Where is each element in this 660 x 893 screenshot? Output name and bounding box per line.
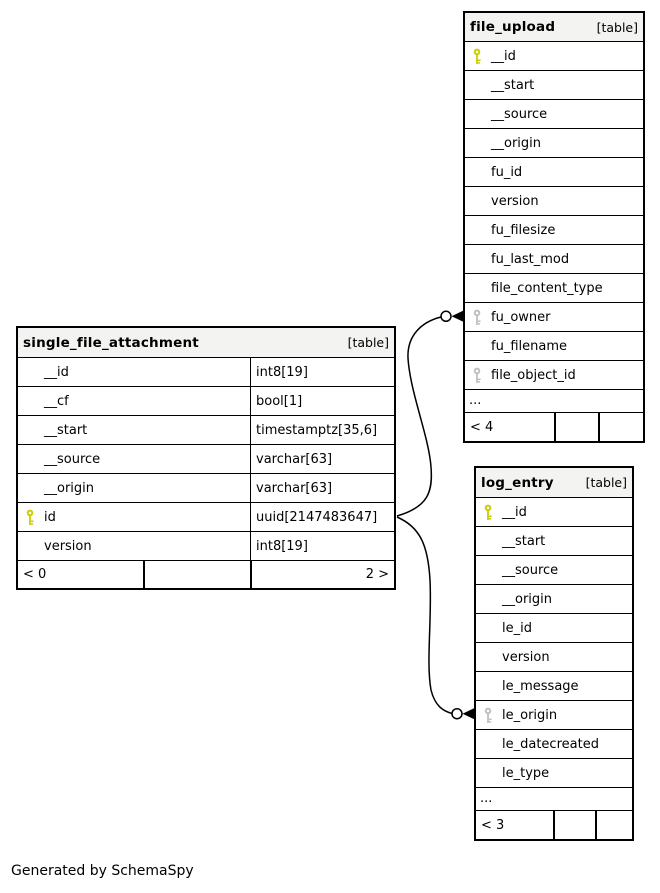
column-type: varchar[63] [250,445,394,473]
column-row-__start [18,416,394,445]
column-name: fu_last_mod [491,251,570,267]
table-node-file_upload[interactable] [463,11,645,443]
column-row-le_type [476,759,632,788]
footer-cell-mid [554,413,598,441]
column-type: int8[19] [250,532,394,560]
column-row-fu_id [465,158,643,187]
column-row-file_content_type [465,274,643,303]
column-name: __start [44,422,88,438]
column-type: uuid[2147483647] [250,503,394,531]
column-name: file_object_id [491,367,576,383]
column-name: version [491,193,539,209]
column-name: version [44,538,92,554]
column-row-__cf [18,387,394,416]
table-header[interactable] [476,468,632,498]
column-row-__origin [18,474,394,503]
column-name: le_type [502,765,550,781]
fk-edge-single_file_attachment-id-to-file_upload-fu_owner [397,311,463,516]
column-type: varchar[63] [250,474,394,502]
table-type-label: [table] [347,335,389,350]
table-type-label: [table] [585,475,627,490]
column-name: __origin [491,135,542,151]
column-row-le_message [476,672,632,701]
footer-cell-right [598,413,643,441]
arrowhead-icon [463,708,475,719]
column-row-__start [476,527,632,556]
column-type: timestamptz[35,6] [250,416,394,444]
table-name[interactable]: file_upload [470,19,556,35]
column-row-__start [465,71,643,100]
generated-by-note: Generated by SchemaSpy [11,863,194,879]
foreign-key-icon [472,309,482,326]
column-type: int8[19] [250,358,394,386]
column-name: le_message [502,678,579,694]
footer-cell-left: < 3 [481,817,505,833]
column-row-version [18,532,394,561]
column-row-__id [476,498,632,527]
column-name: fu_filename [491,338,567,354]
column-row-le_id [476,614,632,643]
column-name: version [502,649,550,665]
table-type-label: [table] [596,19,638,35]
footer-cell-right: 2 > [250,561,394,588]
column-name: le_datecreated [502,736,599,752]
footer-cell-left: < 4 [470,419,494,435]
primary-key-icon [472,48,482,65]
column-name: __origin [502,591,553,607]
column-row-file_object_id [465,361,643,390]
column-name: le_origin [502,707,558,723]
table-node-single_file_attachment[interactable] [16,326,396,590]
table-footer [465,413,643,441]
foreign-key-icon [472,367,482,384]
column-name: __cf [44,393,69,409]
open-dot-icon [452,709,462,719]
column-name: fu_id [491,164,523,180]
column-row-fu_last_mod [465,245,643,274]
ellipsis-row: ... [476,788,632,811]
ellipsis-row: ... [465,390,643,413]
column-name: __source [502,562,559,578]
open-dot-icon [441,311,451,321]
column-name: __start [502,533,546,549]
column-name: le_id [502,620,532,636]
column-name: fu_owner [491,309,551,325]
column-name: file_content_type [491,280,603,296]
column-row-version [476,643,632,672]
column-row-le_datecreated [476,730,632,759]
table-name[interactable]: single_file_attachment [23,334,199,351]
column-type: bool[1] [250,387,394,415]
table-header[interactable] [18,328,394,358]
column-row-__origin [465,129,643,158]
column-name: __id [44,364,69,380]
table-node-log_entry[interactable] [474,466,634,841]
column-name: __source [491,106,548,122]
column-row-__origin [476,585,632,614]
column-row-fu_filesize [465,216,643,245]
table-header[interactable] [465,13,643,42]
footer-cell-mid [143,561,250,588]
column-name: __origin [44,480,95,496]
column-row-version [465,187,643,216]
footer-cell-right [595,811,632,839]
column-row-__source [18,445,394,474]
column-row-__source [465,100,643,129]
footer-cell-left: < 0 [23,567,47,582]
column-name: __source [44,451,101,467]
column-name: fu_filesize [491,222,556,238]
column-row-__id [465,42,643,71]
primary-key-icon [483,504,493,521]
column-name: id [44,509,56,525]
foreign-key-icon [483,707,493,724]
primary-key-icon [25,509,35,526]
column-row-fu_owner [465,303,643,332]
footer-cell-mid [553,811,595,839]
column-row-__id [18,358,394,387]
column-row-le_origin [476,701,632,730]
fk-edge-single_file_attachment-id-to-log_entry-le_origin [397,517,474,719]
column-row-id [18,503,394,532]
table-footer [18,561,394,588]
column-name: __id [491,48,516,64]
table-footer [476,811,632,839]
arrowhead-icon [452,311,464,322]
column-row-__source [476,556,632,585]
column-name: __start [491,77,535,93]
column-row-fu_filename [465,332,643,361]
column-name: __id [502,504,527,520]
table-name[interactable]: log_entry [481,474,554,491]
